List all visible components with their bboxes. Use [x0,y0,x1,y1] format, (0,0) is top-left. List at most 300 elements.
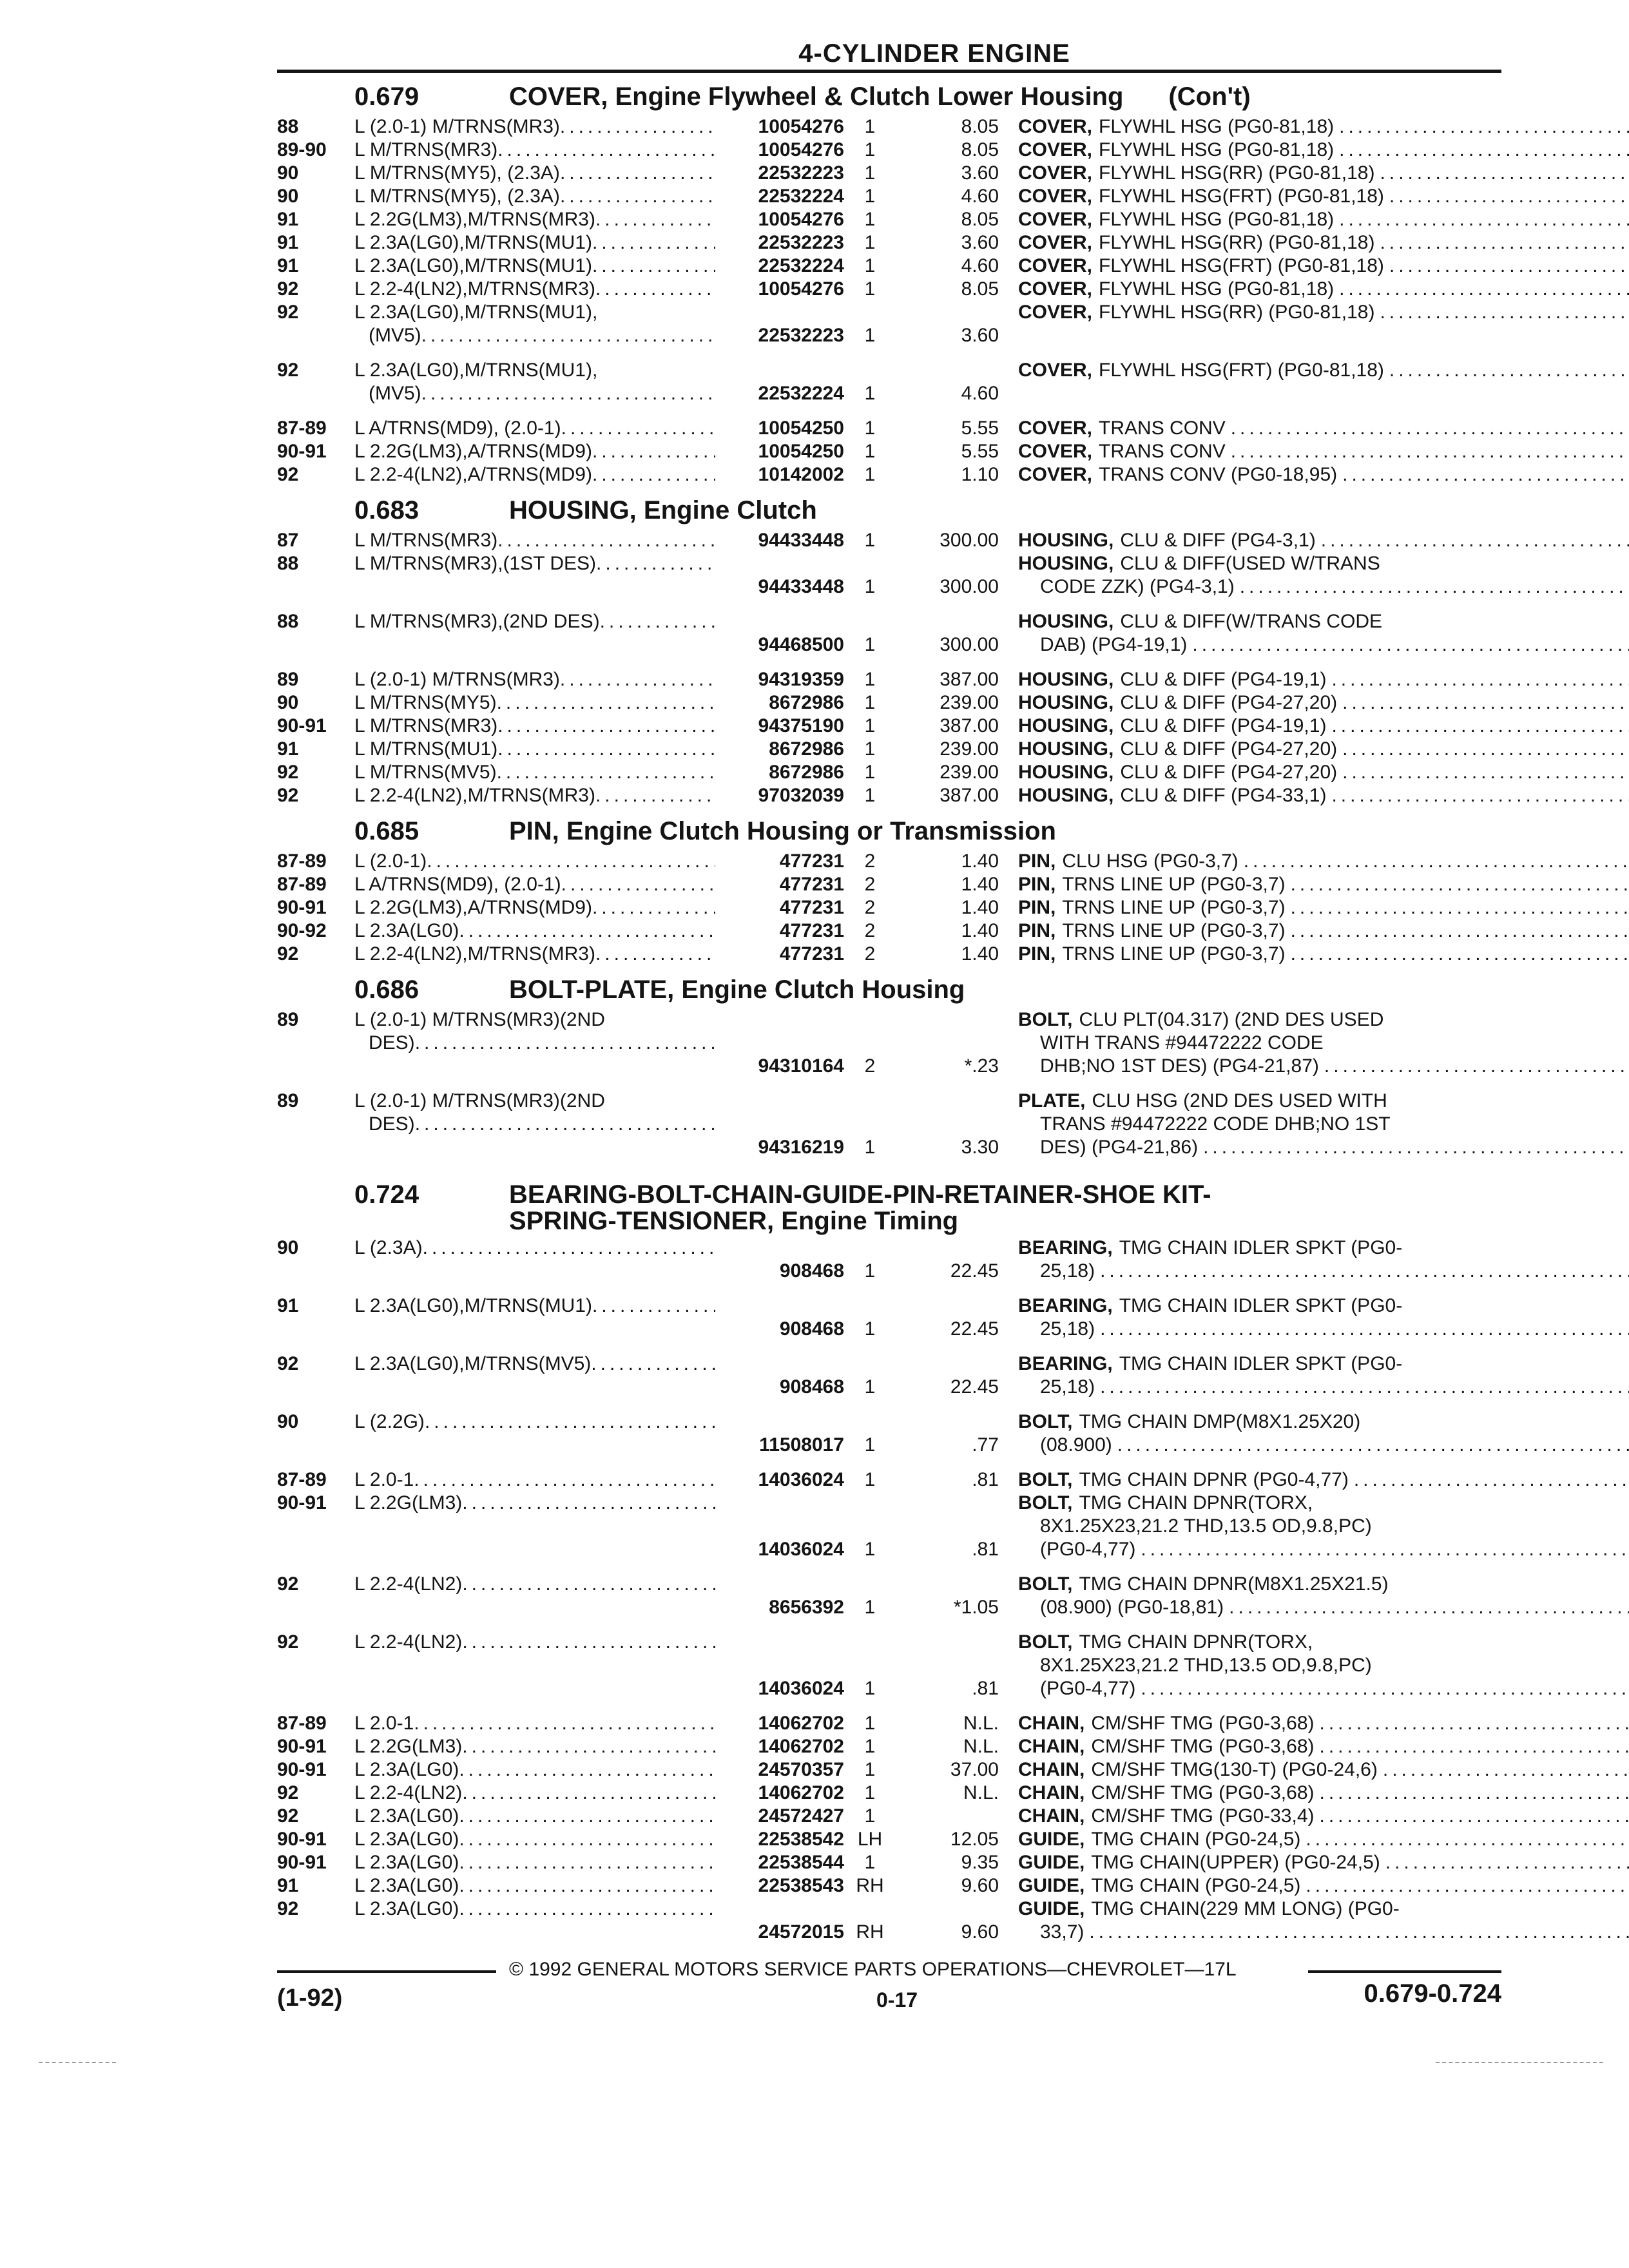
description-line [1018,255,1629,278]
part-type: BOLT, [1018,1492,1073,1514]
quantity: 1 [864,669,876,690]
section-code: 0.724 [354,1180,419,1209]
part-description [1018,1712,1629,1735]
part-number: 10054250 [758,441,844,462]
application-line [354,873,715,896]
dot-leader [1240,575,1629,599]
footer-copyright: © 1992 GENERAL MOTORS SERVICE PARTS OPERATIONS—CHEVROLET—17L [509,1959,1237,1980]
model-year: 90-91 [277,1759,327,1780]
part-description [1018,463,1629,486]
application-desc [354,529,715,552]
dot-leader [425,1410,715,1434]
quantity: 1 [864,162,876,184]
application-text: (MV5) [369,383,421,404]
quantity: 1 [864,692,876,713]
part-type: COVER, [1018,162,1093,184]
application-line [354,1468,715,1492]
dot-leader [560,668,715,691]
dot-leader [595,784,715,807]
part-detail: TRANS #94472222 CODE DHB;NO 1ST [1040,1113,1391,1135]
part-row [277,1735,1501,1758]
description-line [1018,552,1629,575]
part-number: 908468 [779,1376,844,1398]
application-desc [354,896,715,919]
dot-leader [462,1735,715,1758]
dot-leader [1342,761,1629,784]
price: *.23 [964,1055,999,1077]
dot-leader [1320,1712,1629,1735]
model-year: 88 [277,611,299,632]
dot-leader [497,691,715,715]
application-text: L 2.3A(LG0),M/TRNS(MU1), [354,302,598,323]
dot-leader [459,1898,715,1921]
part-number: 94433448 [758,576,844,597]
part-number: 22532223 [758,162,844,184]
model-year: 92 [277,943,299,965]
section-title-text: HOUSING, Engine Clutch [509,496,817,524]
part-number: 97032039 [758,785,844,806]
model-year: 92 [277,360,299,381]
model-year: 87-89 [277,418,327,439]
price: 4.60 [961,383,999,404]
dot-leader [427,850,715,873]
dot-leader [592,255,715,278]
dot-leader [497,139,715,162]
quantity: 1 [864,1434,876,1456]
application-text: L 2.2G(LM3),M/TRNS(MR3) [354,209,595,230]
quantity: 1 [864,634,876,655]
part-detail: 25,18) [1040,1376,1095,1398]
quantity: 1 [864,1137,876,1158]
price: 1.40 [961,874,999,895]
price: 3.60 [961,232,999,253]
application-text: L (2.2G) [354,1411,425,1432]
model-year: 89 [277,1009,299,1030]
row-spacer [277,1700,1501,1712]
part-row [277,1851,1501,1874]
part-description [1018,1294,1629,1341]
part-number: 94310164 [758,1055,844,1077]
model-year: 91 [277,209,299,230]
description-line [1018,1538,1629,1561]
part-detail: TMG CHAIN IDLER SPKT (PG0- [1119,1353,1403,1374]
description-line [1018,1008,1629,1032]
page-footer [277,1952,1501,2042]
application-text: DES) [369,1032,415,1053]
application-text: L 2.2-4(LN2),M/TRNS(MR3) [354,785,595,806]
part-detail: TMG CHAIN DPNR(M8X1.25X21.5) [1079,1573,1389,1595]
model-year: 90 [277,186,299,207]
model-year: 92 [277,1805,299,1827]
part-detail: CLU & DIFF (PG4-19,1) [1120,715,1327,736]
part-row [277,529,1501,552]
part-number: 94468500 [758,634,844,655]
application-text: L 2.3A(LG0),M/TRNS(MU1), [354,360,598,381]
description-line [1018,1492,1629,1515]
description-line [1018,359,1629,382]
model-year: 90 [277,1237,299,1258]
price: 300.00 [940,634,999,655]
description-line [1018,1573,1629,1596]
quantity: 1 [864,1539,876,1560]
part-number: 24572427 [758,1805,844,1827]
price: 4.60 [961,186,999,207]
application-desc [354,1782,715,1805]
quantity: 1 [864,1782,876,1803]
dot-leader [421,382,715,405]
application-desc [354,850,715,873]
application-text: L 2.2-4(LN2),A/TRNS(MD9) [354,464,592,485]
application-desc [354,1735,715,1758]
dot-leader [592,463,715,486]
dot-leader [423,1236,715,1260]
description-line [1018,691,1629,715]
quantity: 1 [864,1852,876,1873]
part-description [1018,440,1629,463]
section-code: 0.686 [354,975,419,1004]
part-detail: 8X1.25X23,21.2 THD,13.5 OD,9.8,PC) [1040,1655,1372,1676]
part-type: COVER, [1018,186,1093,207]
model-year: 90-91 [277,441,327,462]
part-row [277,1805,1501,1828]
quantity: 1 [864,139,876,160]
part-detail: FLYWHL HSG(RR) (PG0-81,18) [1099,302,1375,323]
footer-page-number: 0-17 [876,1988,918,2012]
application-line [354,784,715,807]
dot-leader [595,208,715,231]
part-detail: FLYWHL HSG (PG0-81,18) [1099,139,1335,160]
quantity: 1 [864,1678,876,1699]
dot-leader [561,417,715,440]
price: 22.45 [950,1260,999,1282]
application-desc [354,1468,715,1492]
section-heading [277,816,1501,846]
row-spacer [277,1341,1501,1352]
application-text: L 2.3A(LG0) [354,1875,459,1896]
part-detail: TRANS CONV (PG0-18,95) [1099,464,1338,485]
description-line [1018,1113,1629,1136]
part-description [1018,1008,1629,1078]
dot-leader [1291,919,1629,943]
part-description [1018,1573,1629,1619]
description-line [1018,610,1629,633]
scan-artifact-right [1436,2062,1603,2063]
part-detail: TMG CHAIN DPNR(TORX, [1079,1492,1313,1514]
part-number: 24572015 [758,1921,844,1943]
part-row [277,896,1501,919]
part-type: HOUSING, [1018,553,1114,574]
model-year: 87 [277,530,299,551]
application-desc [354,359,715,405]
description-line [1018,529,1629,552]
part-type: CHAIN, [1018,1759,1085,1780]
application-line [354,943,715,966]
description-line [1018,633,1629,657]
part-detail: 8X1.25X23,21.2 THD,13.5 OD,9.8,PC) [1040,1515,1372,1537]
application-text: L 2.2G(LM3) [354,1736,463,1757]
application-text: L 2.2-4(LN2),M/TRNS(MR3) [354,943,595,965]
section-heading [277,1180,1501,1233]
dot-leader [1231,417,1629,440]
application-text: L 2.2G(LM3),A/TRNS(MD9) [354,897,592,918]
description-line [1018,1318,1629,1341]
description-line [1018,575,1629,599]
application-line [354,738,715,761]
dot-leader [592,231,715,255]
application-line [354,231,715,255]
part-description [1018,919,1629,943]
application-line [354,1898,715,1921]
dot-leader [1231,440,1629,463]
dot-leader [1331,715,1629,738]
application-text: L (2.0-1) M/TRNS(MR3) [354,116,560,137]
footer-date: (1-92) [277,1984,343,2012]
application-text: L M/TRNS(MY5), (2.3A) [354,186,560,207]
dot-leader [1320,1805,1629,1828]
description-line [1018,1898,1629,1921]
price: 4.60 [961,255,999,276]
quantity: 1 [864,255,876,276]
application-line [354,1782,715,1805]
part-row [277,1492,1501,1561]
dot-leader [415,1032,715,1055]
dot-leader [414,1468,715,1492]
application-line [354,552,715,575]
description-line [1018,208,1629,231]
part-description [1018,1874,1629,1898]
application-text: L 2.3A(LG0) [354,920,459,941]
application-text: L M/TRNS(MU1) [354,738,498,760]
part-type: PIN, [1018,920,1056,941]
quantity: 1 [864,1376,876,1398]
dot-leader [1331,784,1629,807]
description-line [1018,1921,1629,1944]
model-year: 90 [277,162,299,184]
part-type: BEARING, [1018,1295,1113,1316]
application-text: L M/TRNS(MR3) [354,139,498,160]
price: .81 [972,1678,999,1699]
section-heading [277,82,1501,111]
quantity: 2 [864,897,876,918]
part-row [277,1090,1501,1159]
part-row [277,278,1501,301]
section-continued: (Con't) [1168,82,1251,111]
description-line [1018,1758,1629,1782]
part-description [1018,850,1629,873]
part-description [1018,1631,1629,1700]
application-line [354,1758,715,1782]
application-line [354,1236,715,1260]
part-description [1018,1352,1629,1399]
description-line [1018,873,1629,896]
quantity: 1 [864,186,876,207]
part-detail: WITH TRANS #94472222 CODE [1040,1032,1324,1053]
price: 300.00 [940,530,999,551]
quantity: 1 [864,738,876,760]
section-title-line2: SPRING-TENSIONER, Engine Timing [509,1207,959,1235]
part-detail: FLYWHL HSG(RR) (PG0-81,18) [1099,232,1375,253]
quantity: 1 [864,1713,876,1734]
quantity: 1 [864,576,876,597]
dot-leader [462,1782,715,1805]
model-year: 88 [277,116,299,137]
description-line [1018,668,1629,691]
part-type: PIN, [1018,943,1056,965]
application-text: L (2.3A) [354,1237,423,1258]
part-type: COVER, [1018,278,1093,300]
part-detail: CLU & DIFF (PG4-27,20) [1120,692,1338,713]
application-desc [354,463,715,486]
part-row [277,850,1501,873]
row-spacer [277,1283,1501,1294]
application-line [354,1352,715,1376]
part-detail: CLU & DIFF(USED W/TRANS [1120,553,1380,574]
dot-leader [1389,359,1629,382]
part-row [277,1712,1501,1735]
application-line [354,1410,715,1434]
quantity: 1 [864,325,876,346]
description-line [1018,1515,1629,1538]
part-type: COVER, [1018,116,1093,137]
section-title-text: BEARING-BOLT-CHAIN-GUIDE-PIN-RETAINER-SHOE KIT- [509,1180,1211,1209]
price: 9.60 [961,1875,999,1896]
part-type: PIN, [1018,850,1056,872]
part-type: HOUSING, [1018,738,1114,760]
price: 9.35 [961,1852,999,1873]
model-year: 90-91 [277,897,327,918]
price: 3.60 [961,162,999,184]
description-line [1018,463,1629,486]
row-spacer [277,599,1501,610]
application-line [354,1090,715,1113]
dot-leader [1141,1677,1629,1700]
application-text: L 2.3A(LG0) [354,1759,459,1780]
part-number: 10054276 [758,116,844,137]
part-type: BOLT, [1018,1469,1073,1490]
part-detail: CLU HSG (PG0-3,7) [1062,850,1239,872]
part-number: 10054276 [758,209,844,230]
application-line [354,1735,715,1758]
dot-leader [497,715,715,738]
application-line [354,359,715,382]
price: 387.00 [940,715,999,736]
part-detail: FLYWHL HSG(FRT) (PG0-81,18) [1099,186,1384,207]
price: N.L. [963,1713,999,1734]
part-number: 94433448 [758,530,844,551]
part-detail: CM/SHF TMG (PG0-3,68) [1091,1736,1315,1757]
price: 1.40 [961,897,999,918]
part-type: CHAIN, [1018,1805,1085,1827]
part-row [277,139,1501,162]
part-number: 908468 [779,1260,844,1282]
part-description [1018,115,1629,139]
part-row [277,668,1501,691]
application-line [354,115,715,139]
description-line [1018,185,1629,208]
dot-leader [595,943,715,966]
part-detail: TRNS LINE UP (PG0-3,7) [1062,920,1286,941]
part-row [277,873,1501,896]
dot-leader [592,440,715,463]
part-type: COVER, [1018,209,1093,230]
part-detail: FLYWHL HSG (PG0-81,18) [1099,116,1335,137]
model-year: 92 [277,278,299,300]
application-text: L A/TRNS(MD9), (2.0-1) [354,418,561,439]
application-desc [354,1090,715,1159]
description-line [1018,1055,1629,1078]
model-year: 89-90 [277,139,327,160]
part-row [277,1631,1501,1700]
dot-leader [600,610,715,633]
part-detail: DES) (PG4-21,86) [1040,1137,1199,1158]
dot-leader [1306,1828,1629,1851]
application-line [354,162,715,185]
description-line [1018,417,1629,440]
part-description [1018,185,1629,208]
application-text: L 2.3A(LG0) [354,1829,459,1850]
part-type: COVER, [1018,232,1093,253]
section-title [509,1180,1501,1233]
part-detail: TMG CHAIN DPNR (PG0-4,77) [1079,1469,1349,1490]
part-description [1018,738,1629,761]
dot-leader [459,1758,715,1782]
part-type: COVER, [1018,464,1093,485]
quantity: 1 [864,530,876,551]
price: 12.05 [950,1829,999,1850]
part-description [1018,896,1629,919]
application-text: L 2.2-4(LN2) [354,1573,463,1595]
part-detail: DHB;NO 1ST DES) (PG4-21,87) [1040,1055,1319,1077]
part-description [1018,301,1629,347]
part-number: 10054276 [758,139,844,160]
part-description [1018,784,1629,807]
description-line [1018,896,1629,919]
catalog-page [277,37,1501,1956]
part-description [1018,1468,1629,1492]
part-row [277,208,1501,231]
part-row [277,231,1501,255]
part-type: COVER, [1018,255,1093,276]
part-detail: FLYWHL HSG(RR) (PG0-81,18) [1099,162,1375,184]
application-text: L 2.3A(LG0),M/TRNS(MU1) [354,255,592,276]
description-line [1018,1677,1629,1700]
part-type: GUIDE, [1018,1898,1085,1919]
part-detail: CM/SHF TMG (PG0-3,68) [1091,1782,1315,1803]
part-row [277,417,1501,440]
application-desc [354,1898,715,1944]
part-number: 10054250 [758,418,844,439]
description-line [1018,1735,1629,1758]
application-line [354,691,715,715]
dot-leader [459,1805,715,1828]
application-line [354,185,715,208]
price: N.L. [963,1782,999,1803]
application-text: L 2.2G(LM3),A/TRNS(MD9) [354,441,592,462]
part-detail: TMG CHAIN (PG0-24,5) [1091,1875,1301,1896]
dot-leader [1389,255,1629,278]
section-code: 0.683 [354,496,419,524]
model-year: 91 [277,1295,299,1316]
part-detail: TMG CHAIN IDLER SPKT (PG0- [1119,1295,1403,1316]
part-type: BOLT, [1018,1573,1073,1595]
model-year: 92 [277,785,299,806]
application-desc [354,784,715,807]
quantity: 1 [864,1759,876,1780]
part-number: 11508017 [759,1434,844,1456]
application-text: L 2.0-1 [354,1469,414,1490]
dot-leader [462,1631,715,1654]
application-desc [354,255,715,278]
